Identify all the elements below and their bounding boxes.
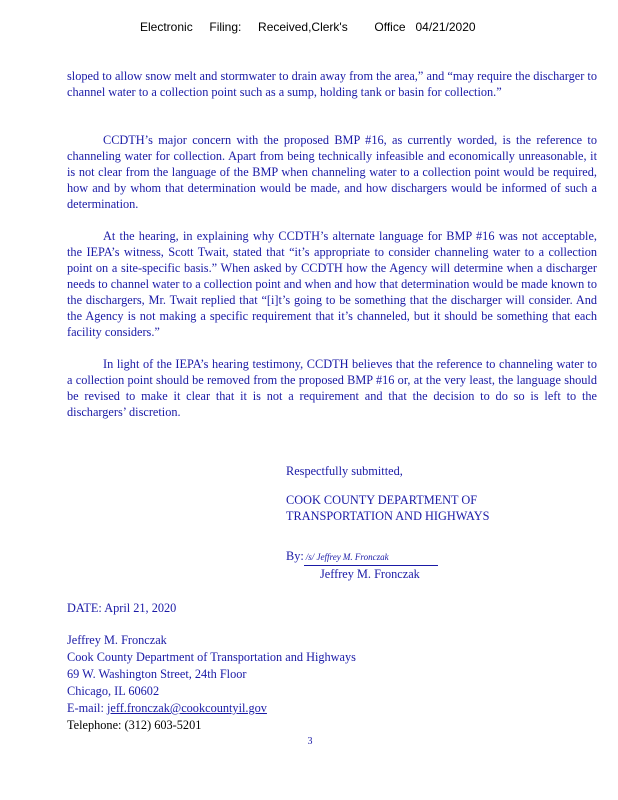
page-number: 3 [307, 736, 313, 747]
organization-line-1: COOK COUNTY DEPARTMENT OF [286, 493, 478, 507]
signer-name: Jeffrey M. Fronczak [320, 567, 420, 581]
contact-city: Chicago, IL 60602 [67, 684, 160, 698]
contact-email-row [67, 700, 356, 717]
paragraph-hearing: At the hearing, in explaining why CCDTH’s alternate language for BMP #16 was not acceptable, the IEPA’s witness, Scott Twait, stated that “it’s appropriate to consider channeling water to a collection point on a site-specific basis.” When asked by CCDTH how the Agency will determine when a discharger needs to channel water to a collection point and when and how that determination would be made known to the dischargers, Mr. Twait replied that “[i]t’s going to be something that the discharger will consider. And the Agency is not making a specific requirement that it’s channeled, but it should be something that each facility considers.” [67, 229, 597, 339]
contact-street: 69 W. Washington Street, 24th Floor [67, 667, 247, 681]
paragraph-concern: CCDTH’s major concern with the proposed BMP #16, as currently worded, is the reference to channeling water for collection. Apart from being technically infeasible and economically unreasonable, it is not clear from the language of the BMP when channeling water to a collection point would be required, how and by whom that determination would be made, and how dischargers would be informed of such a determination. [67, 133, 597, 211]
contact-block [67, 632, 356, 734]
email-link[interactable]: jeff.fronczak@cookcountyil.gov [106, 701, 267, 715]
contact-department: Cook County Department of Transportation and Highways [67, 650, 356, 664]
paragraph-conclusion: In light of the IEPA’s hearing testimony, CCDTH believes that the reference to channeling water to a collection point should be removed from the proposed BMP #16 or, at the very least, the language should be revised to make it clear that it is not a requirement and that the decision to do so is left to the dischargers’ discretion. [67, 357, 597, 419]
filing-header: Electronic Filing: Received,Clerk's Office 04/21/2020 [140, 20, 476, 34]
paragraph-continuation: sloped to allow snow melt and stormwater to drain away from the area,” and “may require the discharger to channel water to a collection point such as a sump, holding tank or basin for collection.” [67, 69, 597, 99]
document-date: DATE: April 21, 2020 [67, 601, 177, 615]
email-label: E-mail: [67, 701, 107, 715]
closing-text: Respectfully submitted, [286, 464, 403, 478]
organization-line-2: TRANSPORTATION AND HIGHWAYS [286, 509, 490, 523]
contact-phone: Telephone: (312) 603-5201 [67, 718, 202, 732]
contact-name: Jeffrey M. Fronczak [67, 633, 167, 647]
electronic-signature: /s/ Jeffrey M. Fronczak [304, 549, 438, 566]
organization-block [286, 492, 489, 524]
signature-line [286, 548, 438, 566]
by-label: By: [286, 549, 304, 563]
